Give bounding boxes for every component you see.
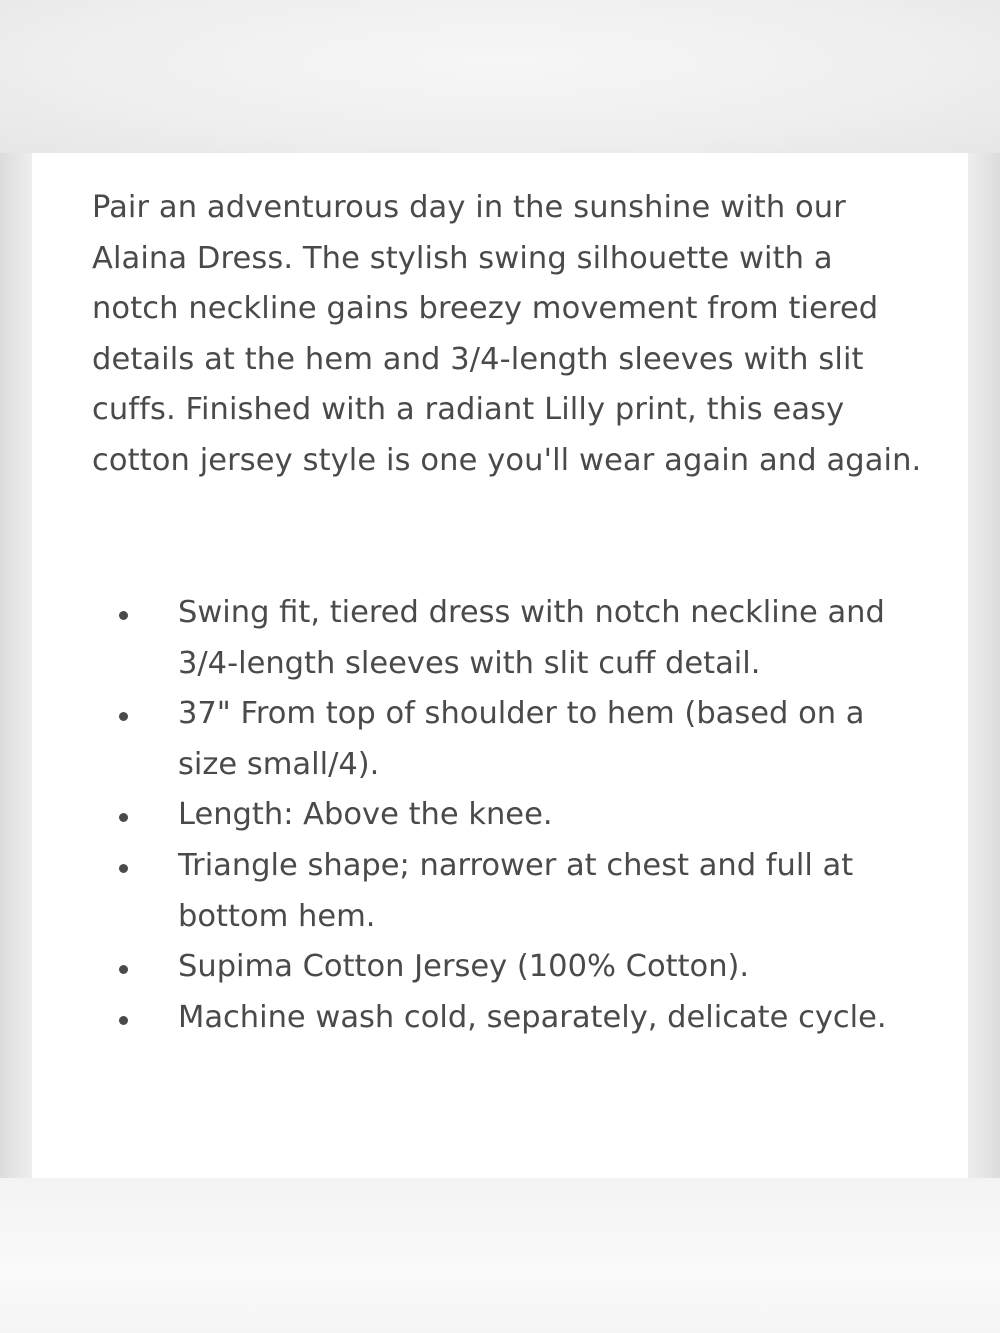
- feature-item: [92, 993, 892, 1044]
- feature-text: Machine wash cold, separately, delicate cycle.: [178, 999, 887, 1035]
- right-shadow: [968, 153, 1000, 1183]
- feature-text: Length: Above the knee.: [178, 797, 553, 833]
- bullet-icon: [119, 813, 128, 822]
- bullet-icon: [119, 611, 128, 620]
- feature-text: 37" From top of shoulder to hem (based on a size small/4).: [178, 696, 865, 782]
- bullet-icon: [119, 864, 128, 873]
- product-description: Pair an adventurous day in the sunshine with our Alaina Dress. The stylish swing silhouette with a notch neckline gains breezy movement from tiered details at the hem and 3/4-length sleeves with slit cuffs. Finished with a radiant Lilly print, this easy cotton jersey style is one you'll wear again and again.: [92, 190, 922, 478]
- feature-item: [92, 790, 892, 841]
- feature-text: Triangle shape; narrower at chest and full at bottom hem.: [178, 847, 854, 934]
- feature-text: Supima Cotton Jersey (100% Cotton).: [178, 949, 750, 985]
- feature-list: [92, 588, 892, 1043]
- bullet-icon: [119, 1016, 128, 1025]
- left-shadow: [0, 153, 32, 1183]
- feature-item: [92, 588, 892, 689]
- top-background: [0, 0, 1000, 153]
- bottom-background: [0, 1178, 1000, 1333]
- feature-text: Swing fit, tiered dress with notch neckline and 3/4-length sleeves with slit cuff detail.: [178, 595, 885, 681]
- bullet-icon: [119, 712, 128, 721]
- feature-item: [92, 841, 892, 942]
- feature-item: [92, 942, 892, 993]
- feature-item: [92, 689, 892, 790]
- bullet-icon: [119, 965, 128, 974]
